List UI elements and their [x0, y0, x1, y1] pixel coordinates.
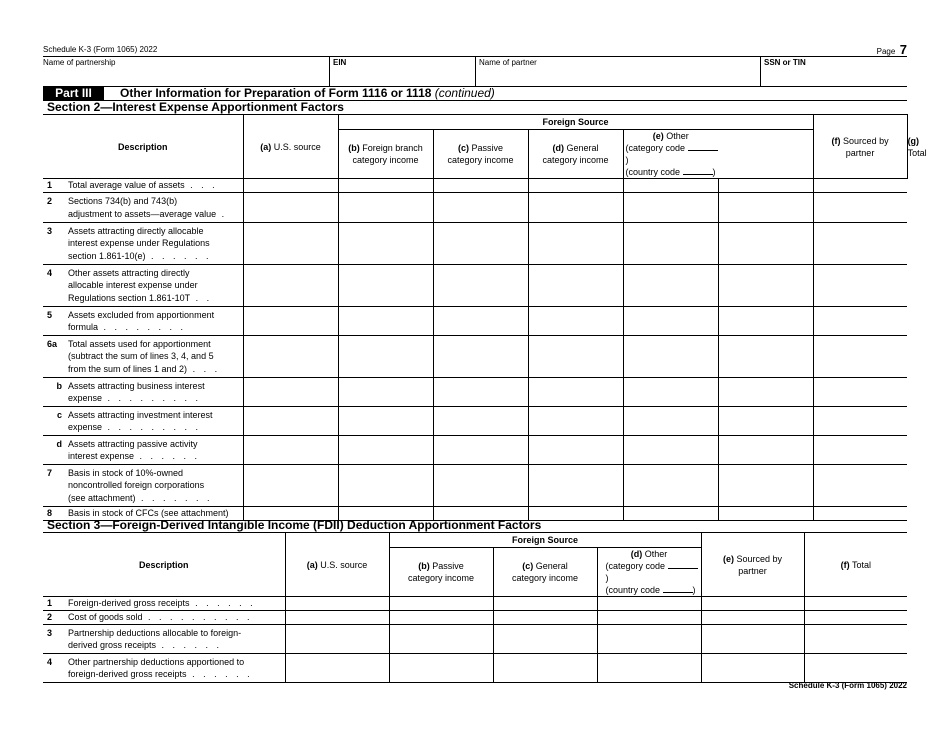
- s2-amount-cell-d[interactable]: [528, 307, 623, 336]
- s2-amount-cell-d[interactable]: [528, 336, 623, 378]
- ein-label: EIN: [333, 58, 347, 67]
- s2-row: [43, 465, 907, 507]
- footer-form-name: Schedule K-3 (Form 1065) 2022: [788, 681, 907, 690]
- s2-row: [43, 223, 907, 265]
- s2-line-number: 7: [47, 467, 53, 478]
- s2-leader-dots: . .: [190, 292, 213, 303]
- part-title-suffix: (continued): [434, 86, 495, 100]
- s2-amount-cell-c[interactable]: [433, 465, 528, 507]
- s2-row-description: [43, 378, 243, 407]
- s2-amount-cell-f[interactable]: [718, 307, 813, 336]
- s2-row: [43, 378, 907, 407]
- s2-category-code-field[interactable]: [688, 143, 718, 151]
- s2-amount-cell-g[interactable]: [813, 193, 907, 223]
- s2-leader-dots: . . .: [184, 180, 218, 191]
- s3-col-d-header: (d) Other (category code ) (country code ): [597, 548, 701, 597]
- s2-line-number: 6a: [47, 338, 58, 349]
- s2-line-text: Sections 734(b) and 743(b) adjustment to assets—average value: [68, 196, 217, 219]
- s2-row-description: [43, 223, 243, 265]
- s2-amount-cell-b[interactable]: [338, 307, 433, 336]
- s2-amount-cell-b[interactable]: [338, 265, 433, 307]
- s2-amount-cell-f[interactable]: [718, 407, 813, 436]
- s2-amount-cell-g[interactable]: [813, 465, 907, 507]
- s2-col-c-header: (c) Passive category income: [433, 130, 528, 179]
- s2-line-text: Total assets used for apportionment (subtract the sum of lines 3, 4, and 5 from the sum of lines 1 and 2): [68, 338, 214, 374]
- s2-amount-cell-a[interactable]: [243, 265, 338, 307]
- s3-country-code-field[interactable]: [663, 585, 693, 593]
- s2-amount-cell-a[interactable]: [243, 407, 338, 436]
- s2-line-number: c: [56, 409, 62, 420]
- s2-line-number: 2: [47, 196, 53, 206]
- s3-amount-cell-b[interactable]: [389, 625, 493, 654]
- section3-title: Section 3—Foreign-Derived Intangible Income (FDII) Deduction Apportionment Factors: [47, 518, 542, 532]
- s2-amount-cell-c[interactable]: [433, 436, 528, 465]
- s3-amount-cell-d[interactable]: [597, 597, 701, 611]
- s2-amount-cell-f[interactable]: [718, 507, 813, 521]
- s2-leader-dots: . . . . . . . . .: [102, 422, 202, 432]
- s2-amount-cell-c[interactable]: [433, 407, 528, 436]
- form-name-header: Schedule K-3 (Form 1065) 2022: [43, 45, 158, 54]
- s3-leader-dots: . . . . . .: [156, 640, 223, 650]
- s3-amount-cell-b[interactable]: [389, 654, 493, 683]
- s2-amount-cell-f[interactable]: [718, 378, 813, 407]
- section3-table: [43, 532, 907, 683]
- s2-line-number: 5: [47, 309, 53, 320]
- s2-amount-cell-c[interactable]: [433, 193, 528, 223]
- s3-amount-cell-f[interactable]: [804, 611, 907, 625]
- s2-row-description: [43, 336, 243, 378]
- s2-row: [43, 336, 907, 378]
- s3-amount-cell-c[interactable]: [493, 625, 597, 654]
- s3-leader-dots: . . . . . . . . . .: [142, 612, 253, 623]
- s2-col-b-header: (b) Foreign branch category income: [338, 130, 433, 179]
- s2-amount-cell-f[interactable]: [718, 223, 813, 265]
- s3-col-f-header: (f) Total: [804, 533, 907, 597]
- s2-leader-dots: .: [216, 208, 228, 219]
- s2-amount-cell-b[interactable]: [338, 336, 433, 378]
- s3-leader-dots: . . . . . .: [186, 669, 253, 679]
- s3-amount-cell-e[interactable]: [701, 611, 804, 625]
- s2-amount-cell-b[interactable]: [338, 179, 433, 193]
- s2-row-description: [43, 265, 243, 307]
- s2-amount-cell-c[interactable]: [433, 378, 528, 407]
- s3-amount-cell-b[interactable]: [389, 597, 493, 611]
- s2-line-number: 1: [47, 180, 53, 191]
- s2-amount-cell-d[interactable]: [528, 179, 623, 193]
- s2-amount-cell-g[interactable]: [813, 407, 907, 436]
- s3-row: [43, 611, 907, 625]
- s2-line-text: Assets excluded from apportionment formula: [68, 309, 215, 332]
- s2-amount-cell-b[interactable]: [338, 223, 433, 265]
- s2-amount-cell-f[interactable]: [718, 336, 813, 378]
- s2-row: [43, 179, 907, 193]
- ein-field[interactable]: [333, 68, 473, 85]
- s2-amount-cell-b[interactable]: [338, 193, 433, 223]
- s2-col-a-header: (a) U.S. source: [243, 115, 338, 179]
- s3-col-c-header: (c) General category income: [493, 548, 597, 597]
- s2-amount-cell-a[interactable]: [243, 436, 338, 465]
- s2-amount-cell-e[interactable]: [623, 307, 718, 336]
- page-label: Page: [876, 47, 896, 56]
- ssn-label: SSN or TIN: [764, 58, 806, 67]
- s3-row-description: [43, 654, 285, 683]
- s2-line-text: Basis in stock of CFCs (see attachment): [68, 508, 229, 519]
- s3-amount-cell-d[interactable]: [597, 611, 701, 625]
- s2-line-text: Total average value of assets: [68, 180, 185, 191]
- s3-leader-dots: . . . . . .: [189, 598, 256, 609]
- s2-amount-cell-a[interactable]: [243, 465, 338, 507]
- s2-amount-cell-d[interactable]: [528, 465, 623, 507]
- ssn-divider: [760, 56, 761, 86]
- section2-title: Section 2—Interest Expense Apportionment Factors: [47, 100, 344, 114]
- s2-amount-cell-e[interactable]: [623, 336, 718, 378]
- s3-line-number: 3: [47, 627, 53, 638]
- s3-amount-cell-f[interactable]: [804, 654, 907, 683]
- s3-row: [43, 654, 907, 683]
- s3-line-text: Partnership deductions allocable to foreign- derived gross receipts: [68, 627, 242, 650]
- s2-row-description: [43, 436, 243, 465]
- s2-leader-dots: . . .: [187, 363, 221, 374]
- s3-line-number: 1: [47, 598, 53, 609]
- s3-amount-cell-e[interactable]: [701, 597, 804, 611]
- s3-amount-cell-a[interactable]: [285, 611, 389, 625]
- s2-amount-cell-c[interactable]: [433, 265, 528, 307]
- s2-amount-cell-c[interactable]: [433, 179, 528, 193]
- s2-leader-dots: . . . . . . . . .: [102, 393, 202, 403]
- s2-row-description: [43, 193, 243, 223]
- s2-amount-cell-g[interactable]: [813, 436, 907, 465]
- s2-amount-cell-e[interactable]: [623, 436, 718, 465]
- s3-foreign-source-header: Foreign Source: [389, 533, 701, 548]
- s2-amount-cell-f[interactable]: [718, 265, 813, 307]
- s2-description-header: Description: [43, 115, 243, 179]
- s2-amount-cell-e[interactable]: [623, 223, 718, 265]
- s3-amount-cell-a[interactable]: [285, 654, 389, 683]
- s3-category-code-field[interactable]: [668, 561, 698, 569]
- s2-amount-cell-d[interactable]: [528, 378, 623, 407]
- s2-line-number: 4: [47, 267, 53, 278]
- s2-amount-cell-g[interactable]: [813, 336, 907, 378]
- s2-line-number: 8: [47, 508, 53, 519]
- s3-amount-cell-f[interactable]: [804, 625, 907, 654]
- s2-line-text: Assets attracting investment interest expense: [68, 409, 213, 432]
- s2-amount-cell-d[interactable]: [528, 223, 623, 265]
- partner-divider: [475, 56, 476, 86]
- part-badge: [43, 86, 104, 100]
- s2-country-code-field[interactable]: [683, 167, 713, 175]
- ssn-field[interactable]: [764, 68, 907, 85]
- s2-amount-cell-e[interactable]: [623, 465, 718, 507]
- s2-amount-cell-g[interactable]: [813, 507, 907, 521]
- s2-amount-cell-a[interactable]: [243, 307, 338, 336]
- s2-row: [43, 407, 907, 436]
- s3-row-description: [43, 625, 285, 654]
- s2-amount-cell-c[interactable]: [433, 336, 528, 378]
- s2-amount-cell-g[interactable]: [813, 223, 907, 265]
- s2-amount-cell-g[interactable]: [813, 378, 907, 407]
- s2-row-description: [43, 307, 243, 336]
- s2-amount-cell-d[interactable]: [528, 407, 623, 436]
- s2-col-f-header: (f) Sourced by partner: [813, 115, 907, 179]
- s3-description-header: Description: [43, 533, 285, 597]
- s2-line-text: Assets attracting business interest expense: [68, 380, 205, 403]
- s2-row-description: [43, 407, 243, 436]
- part-badge-label: Part III: [55, 86, 92, 100]
- s2-col-e-header: (e) Other (category code ) (country code ): [623, 130, 718, 179]
- s2-line-number: b: [56, 380, 62, 391]
- s2-amount-cell-a[interactable]: [243, 336, 338, 378]
- s2-amount-cell-e[interactable]: [623, 193, 718, 223]
- s2-foreign-source-header: Foreign Source: [338, 115, 813, 130]
- s2-row: [43, 307, 907, 336]
- section2-table: Description (a) U.S. source Foreign Source (f) Sourced by partner (g) Total (b) Foreign branch category income (c) Passive category income (d) General category income (e) Other (category code ) (country code ) 1 Total average value of assets . . . 2 Sections 734(b) and 743(b) adjustment to assets—average value . 3 Assets attracting directly allocable interest expense under Regulations section 1.861-10(e) . . . . . . 4 Other assets attracting directly allocable interest expense under Regulations section 1.861-10T . . 5 Assets excluded from apportionment formula . . . . . . . . 6a Total assets used for apportionment (subtract the sum of lines 3, 4, and 5 from the sum of lines 1 and 2) . . . b Assets attracting business interest expense . . . . . . . . . c Assets attracting investment interest expense . . . . . . . . . d Assets attracting passive activity interest expense . . . . . . 7 Basis in stock of 10%-owned noncontrolled foreign corporations (see attachment) . . . . . . . 8 Basis in stock of CFCs (see attachment): [43, 114, 907, 521]
- part-title: [120, 86, 495, 100]
- s2-leader-dots: . . . . . .: [134, 451, 201, 461]
- s3-line-text: Other partnership deductions apportioned to foreign-derived gross receipts: [68, 656, 245, 679]
- s2-amount-cell-e[interactable]: [623, 407, 718, 436]
- s2-leader-dots: . . . . . .: [145, 250, 212, 261]
- s2-row: [43, 265, 907, 307]
- s2-amount-cell-a[interactable]: [243, 378, 338, 407]
- s2-amount-cell-f[interactable]: [718, 193, 813, 223]
- s2-amount-cell-e[interactable]: [623, 378, 718, 407]
- s3-amount-cell-a[interactable]: [285, 597, 389, 611]
- s2-amount-cell-d[interactable]: [528, 436, 623, 465]
- s2-amount-cell-a[interactable]: [243, 193, 338, 223]
- s3-amount-cell-c[interactable]: [493, 611, 597, 625]
- s3-amount-cell-c[interactable]: [493, 597, 597, 611]
- s2-line-text: Assets attracting passive activity interest expense: [68, 438, 198, 461]
- s2-amount-cell-e[interactable]: [623, 265, 718, 307]
- s3-amount-cell-d[interactable]: [597, 625, 701, 654]
- s3-amount-cell-f[interactable]: [804, 597, 907, 611]
- s3-amount-cell-e[interactable]: [701, 654, 804, 683]
- s3-line-text: Cost of goods sold: [68, 612, 143, 623]
- s2-amount-cell-d[interactable]: [528, 265, 623, 307]
- s3-row: [43, 625, 907, 654]
- s2-amount-cell-c[interactable]: [433, 223, 528, 265]
- s2-line-number: d: [56, 438, 62, 449]
- name-of-partner-label: Name of partner: [479, 58, 537, 67]
- page-number: 7: [899, 42, 907, 57]
- s2-line-text: Other assets attracting directly allocable interest expense under Regulations section 1.861-10T: [68, 267, 198, 303]
- s2-row: [43, 436, 907, 465]
- s2-amount-cell-f[interactable]: [718, 436, 813, 465]
- s3-col-a-header: (a) U.S. source: [285, 533, 389, 597]
- s3-col-e-header: (e) Sourced by partner: [701, 533, 804, 597]
- s2-amount-cell-e[interactable]: [623, 507, 718, 521]
- s2-amount-cell-b[interactable]: [338, 378, 433, 407]
- s2-row: [43, 193, 907, 223]
- s2-row-description: [43, 465, 243, 507]
- s2-amount-cell-a[interactable]: [243, 223, 338, 265]
- s2-amount-cell-g[interactable]: [813, 307, 907, 336]
- part-title-text: Other Information for Preparation of Form 1116 or 1118: [120, 86, 432, 100]
- s2-amount-cell-c[interactable]: [433, 307, 528, 336]
- s3-amount-cell-b[interactable]: [389, 611, 493, 625]
- s2-leader-dots: . . . . . . . .: [98, 322, 187, 332]
- s2-leader-dots: . . . . . . .: [135, 492, 213, 503]
- s2-amount-cell-f[interactable]: [718, 465, 813, 507]
- s2-amount-cell-f[interactable]: [718, 179, 813, 193]
- name-of-partnership-field[interactable]: [43, 68, 328, 85]
- s3-amount-cell-c[interactable]: [493, 654, 597, 683]
- ein-divider: [329, 56, 330, 86]
- s2-row-description: [43, 179, 243, 193]
- s3-row: [43, 597, 907, 611]
- s2-col-d-header: (d) General category income: [528, 130, 623, 179]
- s2-amount-cell-b[interactable]: [338, 407, 433, 436]
- s3-col-b-header: (b) Passive category income: [389, 548, 493, 597]
- s2-line-number: 3: [47, 225, 53, 236]
- s3-row-description: [43, 611, 285, 625]
- s3-amount-cell-d[interactable]: [597, 654, 701, 683]
- s2-amount-cell-d[interactable]: [528, 507, 623, 521]
- s3-line-number: 4: [47, 656, 53, 667]
- name-of-partnership-label: Name of partnership: [43, 58, 116, 67]
- s2-line-text: Assets attracting directly allocable interest expense under Regulations section 1.861-10(e): [68, 225, 210, 261]
- s2-line-text: Basis in stock of 10%-owned noncontrolled foreign corporations (see attachment): [68, 467, 205, 503]
- name-of-partner-field[interactable]: [479, 68, 759, 85]
- s3-amount-cell-e[interactable]: [701, 625, 804, 654]
- s2-amount-cell-g[interactable]: [813, 179, 907, 193]
- s3-amount-cell-a[interactable]: [285, 625, 389, 654]
- s2-amount-cell-b[interactable]: [338, 465, 433, 507]
- s2-amount-cell-d[interactable]: [528, 193, 623, 223]
- s3-row-description: [43, 597, 285, 611]
- s2-amount-cell-b[interactable]: [338, 436, 433, 465]
- s2-amount-cell-g[interactable]: [813, 265, 907, 307]
- s3-line-text: Foreign-derived gross receipts: [68, 598, 190, 609]
- s2-amount-cell-e[interactable]: [623, 179, 718, 193]
- s3-line-number: 2: [47, 612, 53, 623]
- s2-amount-cell-a[interactable]: [243, 179, 338, 193]
